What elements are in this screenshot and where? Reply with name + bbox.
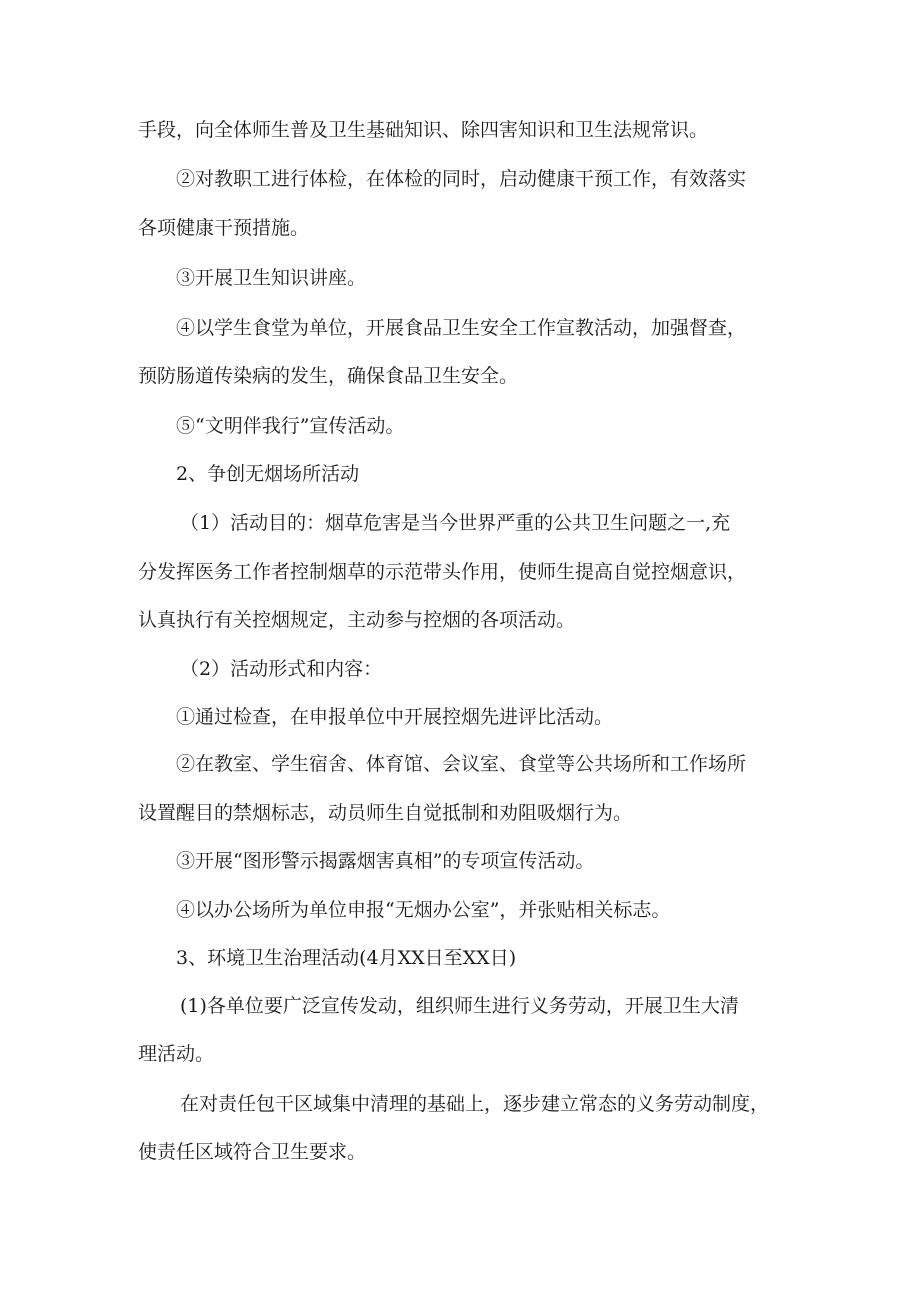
section-heading-2: 2、争创无烟场所活动: [176, 463, 360, 485]
text-line-12: （2）活动形式和内容：: [180, 658, 383, 680]
text-line-10: 分发挥医务工作者控制烟草的示范带头作用，使师生提高自觉控烟意识，: [138, 561, 747, 583]
text-line-6: 预防肠道传染病的发生，确保食品卫生安全。: [138, 365, 519, 387]
text-line-2: ②对教职工进行体检，在体检的同时，启动健康干预工作，有效落实: [176, 168, 747, 190]
text-line-14: ②在教室、学生宿舍、体育馆、会议室、食堂等公共场所和工作场所: [176, 753, 747, 775]
text-line-9: （1）活动目的：烟草危害是当今世界严重的公共卫生问题之一,充: [180, 512, 731, 534]
text-line-17: ④以办公场所为单位申报“无烟办公室”，并张贴相关标志。: [176, 899, 671, 921]
text-line-11: 认真执行有关控烟规定，主动参与控烟的各项活动。: [138, 609, 576, 631]
text-line-13: ①通过检查，在申报单位中开展控烟先进评比活动。: [176, 706, 614, 728]
text-line-7: ⑤“文明伴我行”宣传活动。: [176, 415, 405, 437]
section-heading-3: 3、环境卫生治理活动(4月XX日至XX日): [176, 947, 517, 969]
text-line-4: ③开展卫生知识讲座。: [176, 267, 367, 289]
text-line-5: ④以学生食堂为单位，开展食品卫生安全工作宣教活动，加强督查，: [176, 317, 747, 339]
text-line-1: 手段，向全体师生普及卫生基础知识、除四害知识和卫生法规常识。: [138, 119, 709, 141]
text-line-21: 在对责任包干区域集中清理的基础上，逐步建立常态的义务劳动制度，: [180, 1093, 770, 1115]
text-line-19: (1)各单位要广泛宣传发动，组织师生进行义务劳动，开展卫生大清: [180, 995, 739, 1017]
text-line-22: 使责任区域符合卫生要求。: [138, 1141, 367, 1163]
text-line-3: 各项健康干预措施。: [138, 217, 310, 239]
text-line-16: ③开展“图形警示揭露烟害真相”的专项宣传活动。: [176, 850, 595, 872]
text-line-20: 理活动。: [138, 1043, 215, 1065]
text-line-15: 设置醒目的禁烟标志，动员师生自觉抵制和劝阻吸烟行为。: [138, 802, 633, 824]
